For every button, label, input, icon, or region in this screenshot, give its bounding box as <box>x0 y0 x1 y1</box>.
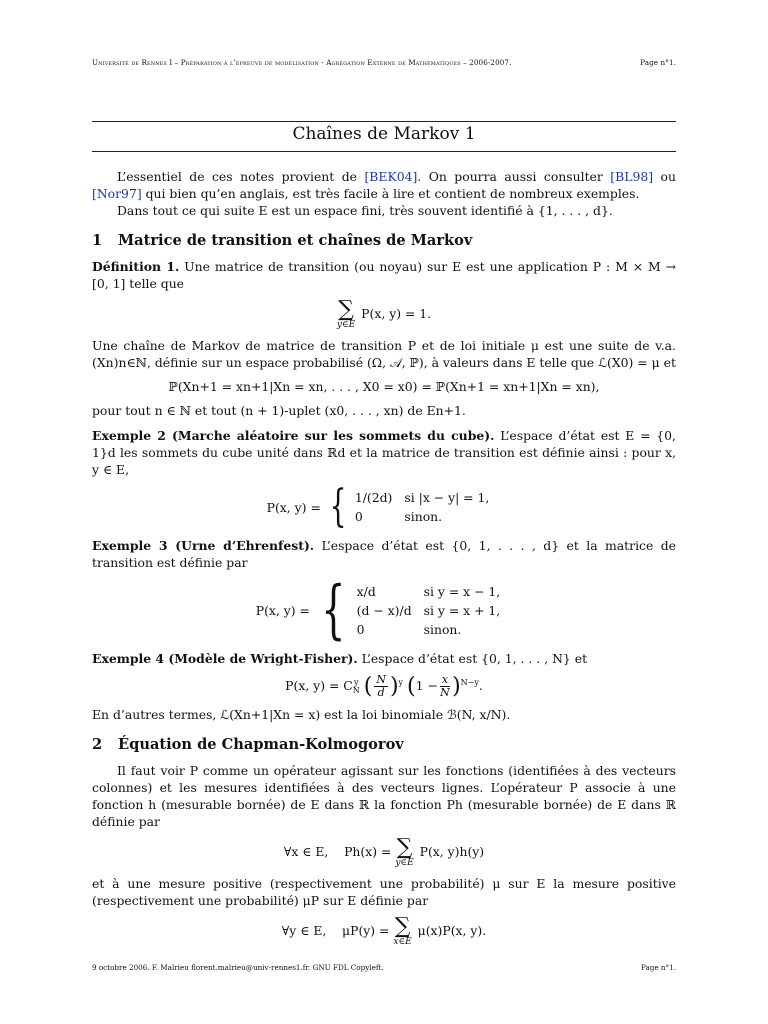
fraction-n-over-d <box>374 674 388 699</box>
sum-symbol: ∑ x∈E <box>393 914 412 948</box>
case-value: x/d <box>356 583 376 599</box>
example-label: Exemple 4 (Modèle de Wright-Fisher). <box>92 651 358 666</box>
example-3-equation <box>92 573 676 647</box>
intro-text: L’essentiel de ces notes provient de <box>117 169 365 184</box>
equation-lhs: ∀x ∈ E, Ph(x) = <box>283 844 392 860</box>
header-page-number: Page n°1. <box>640 58 676 67</box>
operator-on-functions-equation <box>92 837 676 868</box>
citation-bl98[interactable]: [BL98] <box>610 169 654 184</box>
citation-bek04[interactable]: [BEK04] <box>364 169 418 184</box>
denominator: d <box>377 686 385 700</box>
case-value: 0 <box>354 509 363 524</box>
sum-subscript: x∈E <box>393 937 412 948</box>
section-2-heading <box>92 736 676 753</box>
case-value: (d − x)/d <box>356 602 412 618</box>
binomial-subscript: N <box>352 685 360 695</box>
equation-rhs: P(x, y)h(y) <box>419 844 485 860</box>
title-rule-top <box>92 121 676 122</box>
example-text: L’espace d’état est E = {0, 1}d les sommets du cube unité dans ℝd et la matrice de transition est définie ainsi : pour x, y ∈ E, <box>92 428 676 477</box>
left-brace: { <box>321 573 346 647</box>
numerator: N <box>376 673 386 687</box>
exponent: y <box>398 678 404 687</box>
left-brace: { <box>329 481 347 532</box>
cases-table <box>355 488 502 526</box>
footer-page-number: Page n°1. <box>640 963 676 972</box>
definition-1 <box>92 258 676 292</box>
case-condition: si y = x + 1, <box>423 602 501 618</box>
paper-body <box>92 168 676 954</box>
case-condition: sinon. <box>404 509 443 524</box>
intro-text: qui bien qu’en anglais, est très facile à lire et contient de nombreux exemples. <box>141 186 640 201</box>
markov-chain-definition: Une chaîne de Markov de matrice de transition P et de loi initiale μ est une suite de v.a. (Xn)n∈ℕ, définie sur un espace probabilisé (Ω, 𝒜, ℙ), à valeurs dans E telle que ℒ(X0) = μ et <box>92 338 676 370</box>
footer-left: 9 octobre 2006. F. Malrieu florent.malrieu@univ-rennes1.fr. GNU FDL Copyleft. <box>92 963 384 972</box>
intro-paragraph-1 <box>92 168 676 202</box>
example-4-after: En d’autres termes, ℒ(Xn+1|Xn = x) est la loi binomiale ℬ(N, x/N). <box>92 707 511 723</box>
intro-paragraph-2: Dans tout ce qui suite E est un espace fini, très souvent identifié à {1, . . . , d}. <box>117 203 613 218</box>
definition-equation <box>92 299 676 330</box>
one-minus: 1 − <box>415 678 438 694</box>
example-4-equation: P(x, y) = C y N ( $\frac{N}{d}$ )$^y$ (1 − $\frac{x}{N}$ )$^{N-y}$. <box>285 673 483 700</box>
binomial-superscript: y <box>354 677 359 687</box>
denominator: N <box>440 686 450 700</box>
case-condition: si |x − y| = 1, <box>404 490 490 505</box>
example-2-equation <box>92 481 676 532</box>
definition-label: Définition 1. <box>92 259 180 274</box>
running-header <box>92 58 676 67</box>
equation-lhs: P(x, y) = <box>266 499 321 515</box>
sum-subscript: y∈E <box>336 320 356 330</box>
section-title: Matrice de transition et chaînes de Markov <box>118 232 473 249</box>
markov-property-after: pour tout n ∈ ℕ et tout (n + 1)-uplet (x0, . . . , xn) de En+1. <box>92 403 466 418</box>
section-title: Équation de Chapman-Kolmogorov <box>118 736 404 754</box>
equation-rhs: μ(x)P(x, y). <box>417 923 487 939</box>
numerator: x <box>441 673 449 687</box>
equation-lhs: P(x, y) = <box>255 602 310 618</box>
fraction-x-over-n <box>440 674 450 699</box>
equation-rhs: P(x, y) = 1. <box>361 306 432 321</box>
case-condition: si y = x − 1, <box>423 583 501 599</box>
sum-symbol: ∑ y∈E <box>395 835 414 869</box>
title-rule-bottom <box>92 151 676 152</box>
sum-subscript: y∈E <box>395 858 414 869</box>
intro-text: . On pourra aussi consulter <box>417 169 611 184</box>
definition-text: Une matrice de transition (ou noyau) sur E est une application P : M × M → [0, 1] telle que <box>92 259 676 291</box>
example-2 <box>92 427 676 478</box>
exponent: N−y <box>460 678 479 687</box>
example-label: Exemple 2 (Marche aléatoire sur les sommets du cube). <box>92 428 495 443</box>
case-condition: sinon. <box>423 621 462 637</box>
example-label: Exemple 3 (Urne d’Ehrenfest). <box>92 538 315 553</box>
operator-on-measures-equation <box>92 916 676 947</box>
equation-lhs: ∀y ∈ E, μP(y) = <box>281 923 390 939</box>
example-text: L’espace d’état est {0, 1, . . . , d} et la matrice de transition est définie par <box>92 538 677 570</box>
cases-table <box>357 582 513 639</box>
section-number: 2 <box>92 736 103 754</box>
page-title: Chaînes de Markov 1 <box>292 124 476 144</box>
case-value: 1/(2d) <box>354 490 393 505</box>
section-1-heading <box>92 232 676 249</box>
section-2-paragraph-2: et à une mesure positive (respectivement une probabilité) μ sur E la mesure positive (respectivement une probabilité) μP sur E définie par <box>92 876 676 909</box>
example-text: L’espace d’état est {0, 1, . . . , N} et <box>357 651 588 666</box>
example-3 <box>92 537 676 571</box>
equation-lhs: P(x, y) = C <box>285 678 353 694</box>
section-number: 1 <box>92 232 103 249</box>
section-2-paragraph-1: Il faut voir P comme un opérateur agissant sur les fonctions (identifiées à des vecteurs colonnes) et les mesures identifiées à des vecteurs lignes. L’opérateur P associe à une fonction h (mesurable bornée) de E dans ℝ la fonction Ph (mesurable bornée) de E dans ℝ définie par <box>92 763 676 830</box>
markov-property-equation: ℙ(Xn+1 = xn+1|Xn = xn, . . . , X0 = x0) = ℙ(Xn+1 = xn+1|Xn = xn), <box>168 379 600 394</box>
running-title: Université de Rennes I – Préparation à l’épreuve de modélisation - Agrégation Externe de Mathématiques – 2006-2007. <box>92 58 512 67</box>
sum-symbol: ∑ y∈E <box>336 297 356 330</box>
page-footer <box>92 963 676 972</box>
case-value: 0 <box>356 621 365 637</box>
citation-nor97[interactable]: [Nor97] <box>92 186 142 201</box>
intro-text: ou <box>653 169 676 184</box>
example-4 <box>92 650 676 667</box>
